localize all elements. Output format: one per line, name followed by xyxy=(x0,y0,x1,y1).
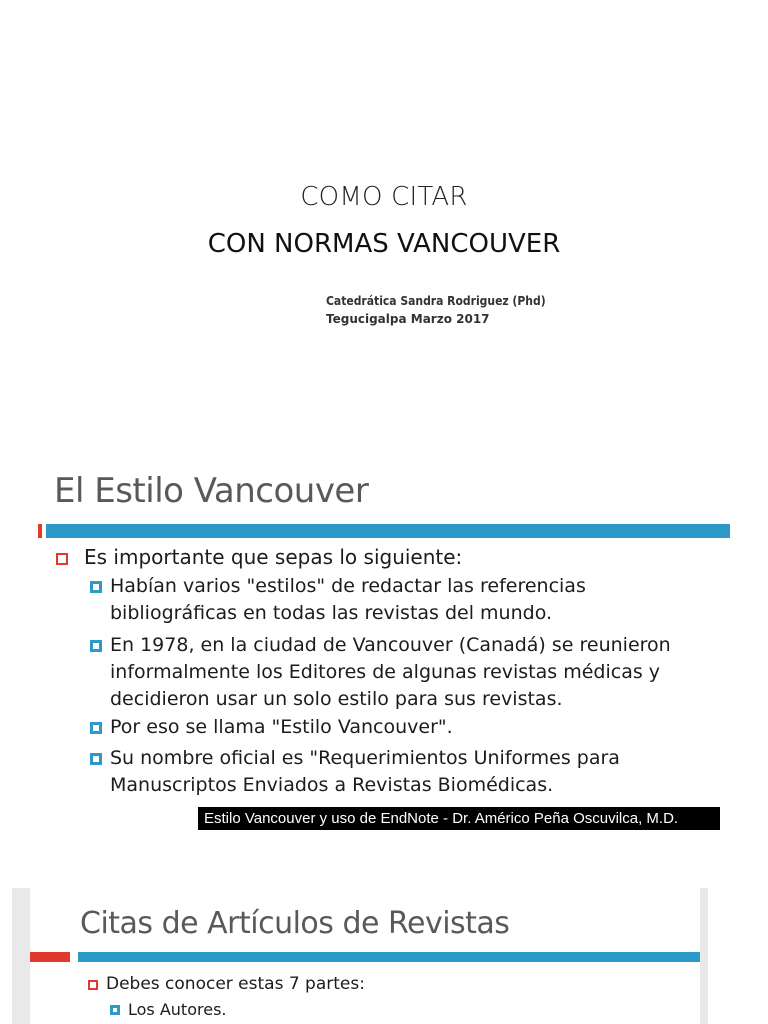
cover-subtitle: CON NORMAS VANCOUVER xyxy=(207,229,561,259)
slide-citas-articulos xyxy=(30,888,700,1024)
slide-title: El Estilo Vancouver xyxy=(54,471,369,511)
subbullet-line: En 1978, en la ciudad de Vancouver (Canadá) se reunieron xyxy=(110,634,671,656)
title-accent-red xyxy=(30,952,70,962)
subbullet-line: bibliográficas en todas las revistas del mundo. xyxy=(110,602,553,624)
subbullet-line: informalmente los Editores de algunas revistas médicas y xyxy=(110,661,661,683)
slide-estilo-vancouver xyxy=(38,455,730,830)
subbullet-line: Por eso se llama "Estilo Vancouver". xyxy=(110,716,453,738)
cover-place-date: Tegucigalpa Marzo 2017 xyxy=(326,312,490,326)
subbullet-1 xyxy=(90,632,671,713)
cover-title: COMO CITAR xyxy=(300,182,468,212)
subbullet-2 xyxy=(90,714,453,741)
slide-title: Citas de Artículos de Revistas xyxy=(80,906,510,941)
video-caption: Estilo Vancouver y uso de EndNote - Dr. Américo Peña Oscuvilca, M.D. xyxy=(198,807,720,830)
filled-square-bullet-icon xyxy=(110,1005,120,1015)
subbullet-line: decidieron usar un solo estilo para sus revistas. xyxy=(110,688,563,710)
subbullet-0 xyxy=(90,573,586,627)
bullet-text: Es importante que sepas lo siguiente: xyxy=(84,545,463,569)
title-accent-red xyxy=(38,524,42,538)
filled-square-bullet-icon xyxy=(90,581,102,593)
title-accent-bar xyxy=(46,524,730,538)
subbullet-line: Manuscriptos Enviados a Revistas Biomédicas. xyxy=(110,774,554,796)
subbullet-3 xyxy=(90,745,620,799)
title-accent-bar xyxy=(78,952,700,962)
cover-slide xyxy=(0,0,768,440)
subbullet-line: Habían varios "estilos" de redactar las referencias xyxy=(110,575,586,597)
cover-author: Catedrática Sandra Rodriguez (Phd) xyxy=(326,294,546,308)
subbullet-line: Los Autores. xyxy=(128,1000,227,1019)
filled-square-bullet-icon xyxy=(90,640,102,652)
hollow-square-bullet-icon xyxy=(88,980,98,990)
filled-square-bullet-icon xyxy=(90,722,102,734)
filled-square-bullet-icon xyxy=(90,753,102,765)
subbullet-line: Su nombre oficial es "Requerimientos Uniformes para xyxy=(110,747,620,769)
hollow-square-bullet-icon xyxy=(56,553,68,565)
bullet-text: Debes conocer estas 7 partes: xyxy=(106,974,365,994)
